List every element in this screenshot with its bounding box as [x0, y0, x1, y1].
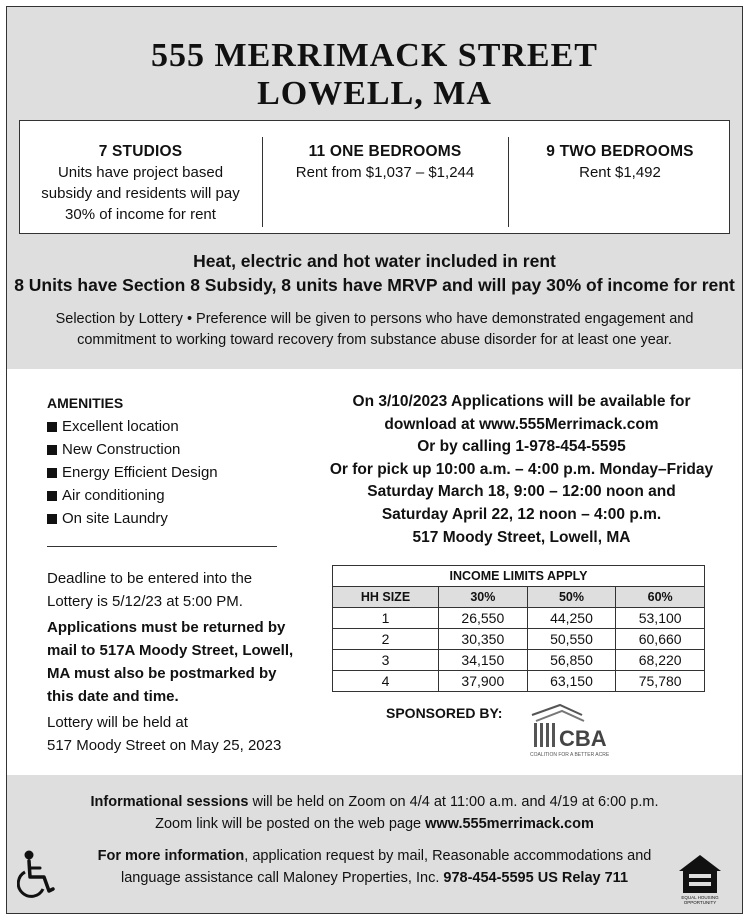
amenity-label: On site Laundry: [62, 510, 168, 527]
wheelchair-icon: [17, 849, 57, 901]
table-row: [333, 629, 705, 650]
cba-logo: [522, 701, 632, 759]
flyer: [6, 6, 743, 914]
apply-line: 517 Moody Street, Lowell, MA: [412, 528, 631, 546]
amenity-label: New Construction: [62, 441, 181, 458]
table-cell: 26,550: [439, 608, 528, 629]
unit-heading: 11 ONE BEDROOMS: [308, 143, 462, 160]
lottery-date: [47, 711, 302, 757]
lottery-preference: [7, 309, 742, 351]
bullet-square-icon: [47, 514, 57, 524]
table-cell: 50,550: [527, 629, 616, 650]
return-instructions: [47, 616, 302, 708]
column-header: 30%: [439, 587, 528, 608]
lottery-line: Selection by Lottery • Preference will be given to persons who have demonstrated engagement and: [55, 311, 694, 327]
amenity-item: [47, 484, 218, 507]
table-row: [333, 671, 705, 692]
return-line: Applications must be returned by: [47, 619, 286, 636]
deadline-line: Deadline to be entered into the: [47, 570, 253, 587]
table-cell: 68,220: [616, 650, 705, 671]
table-cell: 34,150: [439, 650, 528, 671]
bullet-square-icon: [47, 491, 57, 501]
table-cell: 37,900: [439, 671, 528, 692]
zoom-link-text: Zoom link will be posted on the web page: [155, 816, 426, 832]
unit-two-bedrooms: [510, 121, 730, 233]
table-cell: 3: [333, 650, 439, 671]
table-cell: 56,850: [527, 650, 616, 671]
unit-one-bedrooms: [263, 121, 507, 233]
title-line-1: 555 MERRIMACK STREET: [151, 37, 598, 74]
income-limits-table: [332, 565, 705, 692]
info-line: [7, 813, 742, 835]
table-caption: INCOME LIMITS APPLY: [333, 566, 705, 587]
deadline-line: Lottery is 5/12/23 at 5:00 PM.: [47, 593, 243, 610]
table-cell: 30,350: [439, 629, 528, 650]
return-line: this date and time.: [47, 688, 179, 705]
apply-line: Or by calling 1-978-454-5595: [417, 438, 626, 456]
unit-summary-box: [19, 120, 730, 234]
info-line: [67, 845, 682, 867]
more-info-text: language assistance call Maloney Properties, Inc.: [120, 870, 444, 886]
info-sessions-label: Informational sessions: [90, 794, 249, 810]
lottery-date-line: 517 Moody Street on May 25, 2023: [47, 737, 282, 754]
amenity-item: [47, 415, 218, 438]
bullet-square-icon: [47, 468, 57, 478]
phone-number[interactable]: 978-454-5595 US Relay 711: [443, 870, 629, 886]
table-header-row: [333, 587, 705, 608]
apply-line: Saturday March 18, 9:00 – 12:00 noon and: [367, 483, 676, 501]
cba-logo-subtitle: COALITION FOR A BETTER ACRE: [530, 752, 610, 758]
apply-line: Or for pick up 10:00 a.m. – 4:00 p.m. Monday–Friday: [329, 460, 714, 478]
table-cell: 63,150: [527, 671, 616, 692]
amenity-item: [47, 461, 218, 484]
title-line-2: LOWELL, MA: [257, 75, 492, 112]
website-link[interactable]: www.555merrimack.com: [425, 816, 594, 832]
sponsored-by-label: SPONSORED BY:: [386, 705, 503, 721]
amenities-list: [47, 415, 218, 530]
table-cell: 60,660: [616, 629, 705, 650]
unit-text: Rent $1,492: [579, 164, 661, 181]
apply-line: Saturday April 22, 12 noon – 4:00 p.m.: [381, 505, 662, 523]
unit-text: Units have project based: [57, 164, 224, 181]
utilities-line: Heat, electric and hot water included in rent: [193, 251, 556, 271]
footer-band: [7, 775, 742, 913]
utilities-note: [7, 249, 742, 297]
header-band: [7, 7, 742, 369]
table-cell: 53,100: [616, 608, 705, 629]
eho-text: EQUAL HOUSING: [681, 895, 719, 900]
unit-text: Rent from $1,037 – $1,244: [295, 164, 475, 181]
deadline-text: [47, 567, 302, 613]
table-cell: 75,780: [616, 671, 705, 692]
column-header: 60%: [616, 587, 705, 608]
application-info: [329, 391, 714, 549]
unit-text: subsidy and residents will pay: [41, 185, 240, 202]
amenity-label: Excellent location: [62, 418, 179, 435]
column-header: HH SIZE: [333, 587, 439, 608]
lottery-date-line: Lottery will be held at: [47, 714, 188, 731]
return-line: MA must also be postmarked by: [47, 665, 277, 682]
unit-heading: 9 TWO BEDROOMS: [546, 143, 694, 160]
divider: [508, 137, 509, 227]
subsidy-line: 8 Units have Section 8 Subsidy, 8 units have MRVP and will pay 30% of income for rent: [14, 275, 735, 295]
amenity-item: [47, 507, 218, 530]
table-row: [333, 650, 705, 671]
unit-heading: 7 STUDIOS: [98, 143, 183, 160]
amenities-heading: AMENITIES: [47, 395, 124, 411]
apply-line: On 3/10/2023 Applications will be available for: [352, 393, 691, 410]
amenity-label: Air conditioning: [62, 487, 165, 504]
table-cell: 1: [333, 608, 439, 629]
deadline-info: [47, 567, 302, 757]
unit-studios: [20, 121, 261, 233]
table-row: [333, 608, 705, 629]
divider: [47, 546, 277, 547]
return-line: mail to 517A Moody Street, Lowell,: [47, 642, 294, 659]
table-cell: 44,250: [527, 608, 616, 629]
apply-line: download at www.555Merrimack.com: [384, 415, 659, 433]
column-header: 50%: [527, 587, 616, 608]
info-sessions-text: will be held on Zoom on 4/4 at 11:00 a.m. and 4/19 at 6:00 p.m.: [248, 794, 659, 810]
table-cell: 2: [333, 629, 439, 650]
eho-text: OPPORTUNITY: [683, 900, 717, 905]
more-info-label: For more information: [97, 848, 245, 864]
bullet-square-icon: [47, 422, 57, 432]
cba-logo-text: CBA: [559, 726, 607, 751]
bullet-square-icon: [47, 445, 57, 455]
table-cell: 4: [333, 671, 439, 692]
info-sessions: [7, 791, 742, 835]
amenity-label: Energy Efficient Design: [62, 464, 218, 481]
more-information: [67, 845, 682, 889]
lottery-line: commitment to working toward recovery from substance abuse disorder for at least one year.: [77, 332, 672, 348]
info-line: [67, 867, 682, 889]
amenity-item: [47, 438, 218, 461]
page-title: [7, 37, 742, 113]
more-info-text: , application request by mail, Reasonable accommodations and: [244, 848, 652, 864]
unit-text: 30% of income for rent: [65, 206, 216, 223]
equal-housing-icon: [677, 853, 723, 905]
info-line: [7, 791, 742, 813]
